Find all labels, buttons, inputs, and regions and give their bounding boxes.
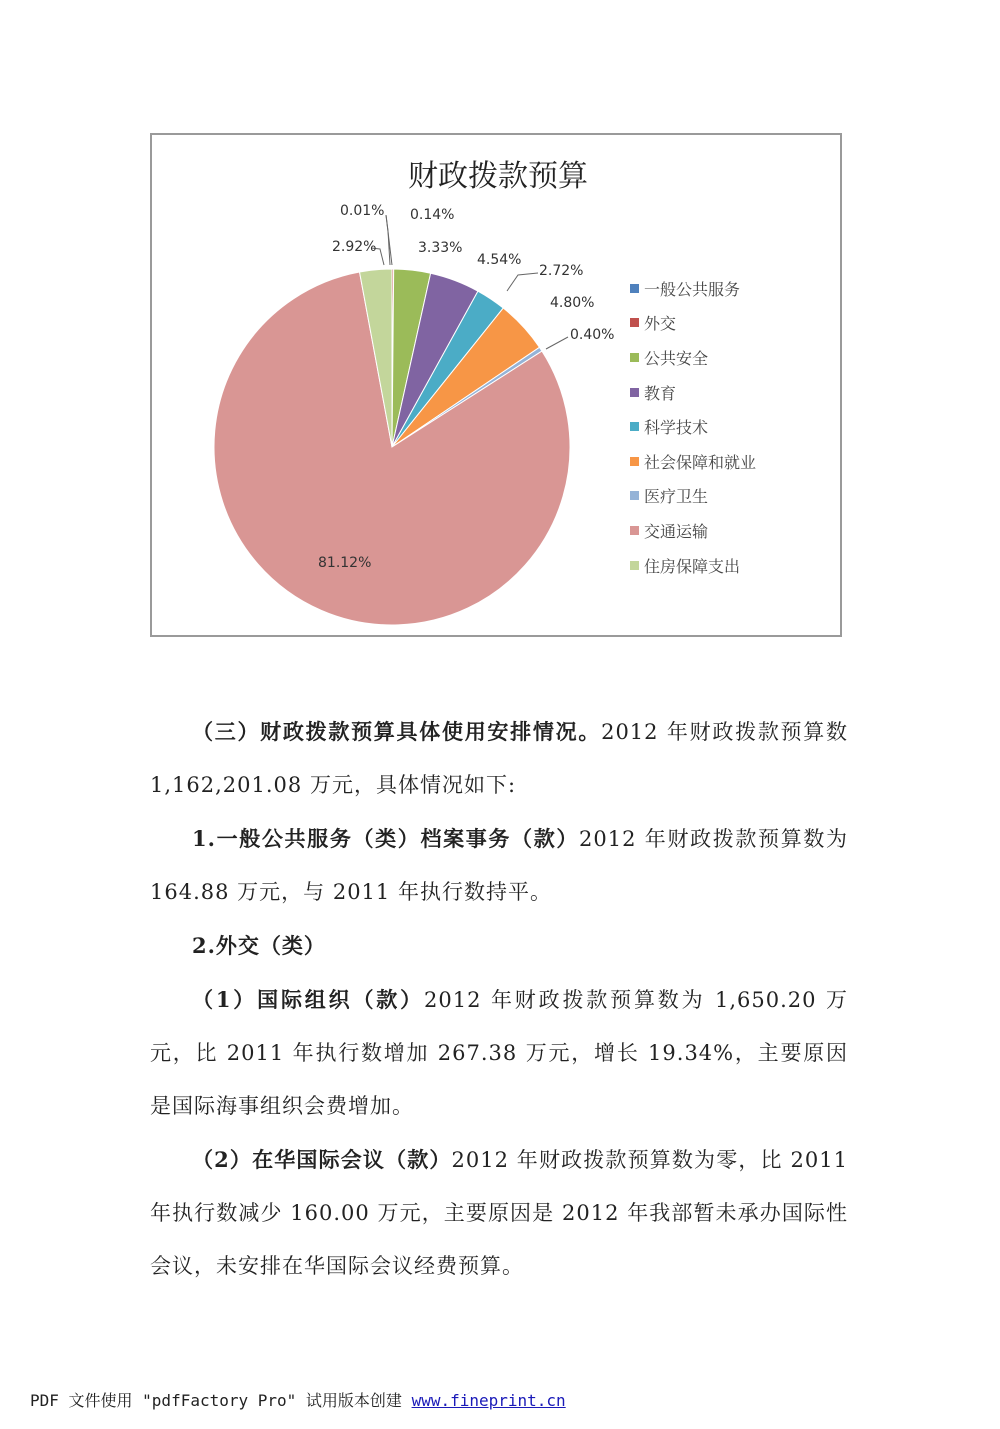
data-label: 2.72%	[539, 263, 584, 279]
legend-label: 一般公共服务	[644, 279, 741, 299]
paragraph-diplomacy	[150, 919, 848, 973]
legend-swatch	[630, 388, 639, 397]
data-label: 4.54%	[477, 252, 522, 268]
data-label: 0.14%	[410, 207, 455, 223]
legend-swatch	[630, 284, 639, 293]
data-label: 4.80%	[550, 295, 595, 311]
legend-item	[630, 548, 756, 583]
legend-item	[630, 271, 756, 306]
chart-legend	[630, 271, 756, 582]
data-label: 0.01%	[340, 203, 385, 219]
paragraph-international-conferences: （2）在华国际会议（款）2012 年财政拨款预算数为零，比 2011 年执行数减少 160.00 万元，主要原因是 2012 年我部暂未承办国际性会议，未安排在华国际会议经费预算。	[150, 1147, 848, 1278]
legend-swatch	[630, 491, 639, 500]
legend-item	[630, 444, 756, 479]
legend-label: 医疗卫生	[644, 487, 709, 507]
leader-line	[507, 273, 538, 291]
chart-title: 财政拨款预算	[408, 159, 588, 194]
legend-label: 住房保障支出	[644, 556, 741, 576]
data-label: 0.40%	[570, 327, 615, 343]
pie-chart	[150, 133, 842, 637]
legend-swatch	[630, 353, 639, 362]
legend-label: 交通运输	[644, 521, 709, 541]
legend-label: 社会保障和就业	[644, 452, 757, 472]
legend-label: 教育	[644, 383, 677, 403]
footer-text: PDF 文件使用 "pdfFactory Pro" 试用版本创建	[30, 1391, 412, 1410]
legend-item	[630, 375, 756, 410]
legend-swatch	[630, 457, 639, 466]
legend-swatch	[630, 422, 639, 431]
leader-line	[386, 215, 392, 265]
body-text	[150, 705, 848, 1293]
leader-line	[546, 337, 568, 349]
heading-international-conferences: （2）在华国际会议（款）	[192, 1147, 452, 1172]
pdf-footer	[30, 1388, 566, 1411]
legend-item	[630, 513, 756, 548]
paragraph-international-organizations: （1）国际组织（款）2012 年财政拨款预算数为 1,650.20 万元，比 2011 年执行数增加 267.38 万元，增长 19.34%，主要原因是国际海事组织会费增加。	[150, 987, 848, 1118]
heading-international-organizations: （1）国际组织（款）	[192, 987, 424, 1012]
heading-overview: （三）财政拨款预算具体使用安排情况。	[192, 719, 602, 744]
data-label: 81.12%	[318, 555, 372, 571]
legend-label: 外交	[644, 314, 677, 334]
legend-swatch	[630, 561, 639, 570]
paragraph-general-public-services: 1.一般公共服务（类）档案事务（款）2012 年财政拨款预算数为 164.88 万元，与 2011 年执行数持平。	[150, 826, 849, 904]
legend-item	[630, 409, 756, 444]
footer-link[interactable]: www.fineprint.cn	[411, 1391, 566, 1410]
legend-item	[630, 306, 756, 341]
paragraph-overview: （三）财政拨款预算具体使用安排情况。2012 年财政拨款预算数 1,162,201.08 万元，具体情况如下:	[150, 719, 849, 797]
legend-label: 公共安全	[644, 348, 709, 368]
heading-general-public-services: 1.一般公共服务（类）档案事务（款）	[192, 826, 580, 851]
data-label: 3.33%	[418, 240, 463, 256]
legend-item	[630, 479, 756, 514]
heading-diplomacy: 2.外交（类）	[192, 933, 326, 958]
legend-item	[630, 340, 756, 375]
data-label: 2.92%	[332, 239, 377, 255]
legend-swatch	[630, 526, 639, 535]
legend-label: 科学技术	[644, 418, 709, 438]
legend-swatch	[630, 318, 639, 327]
